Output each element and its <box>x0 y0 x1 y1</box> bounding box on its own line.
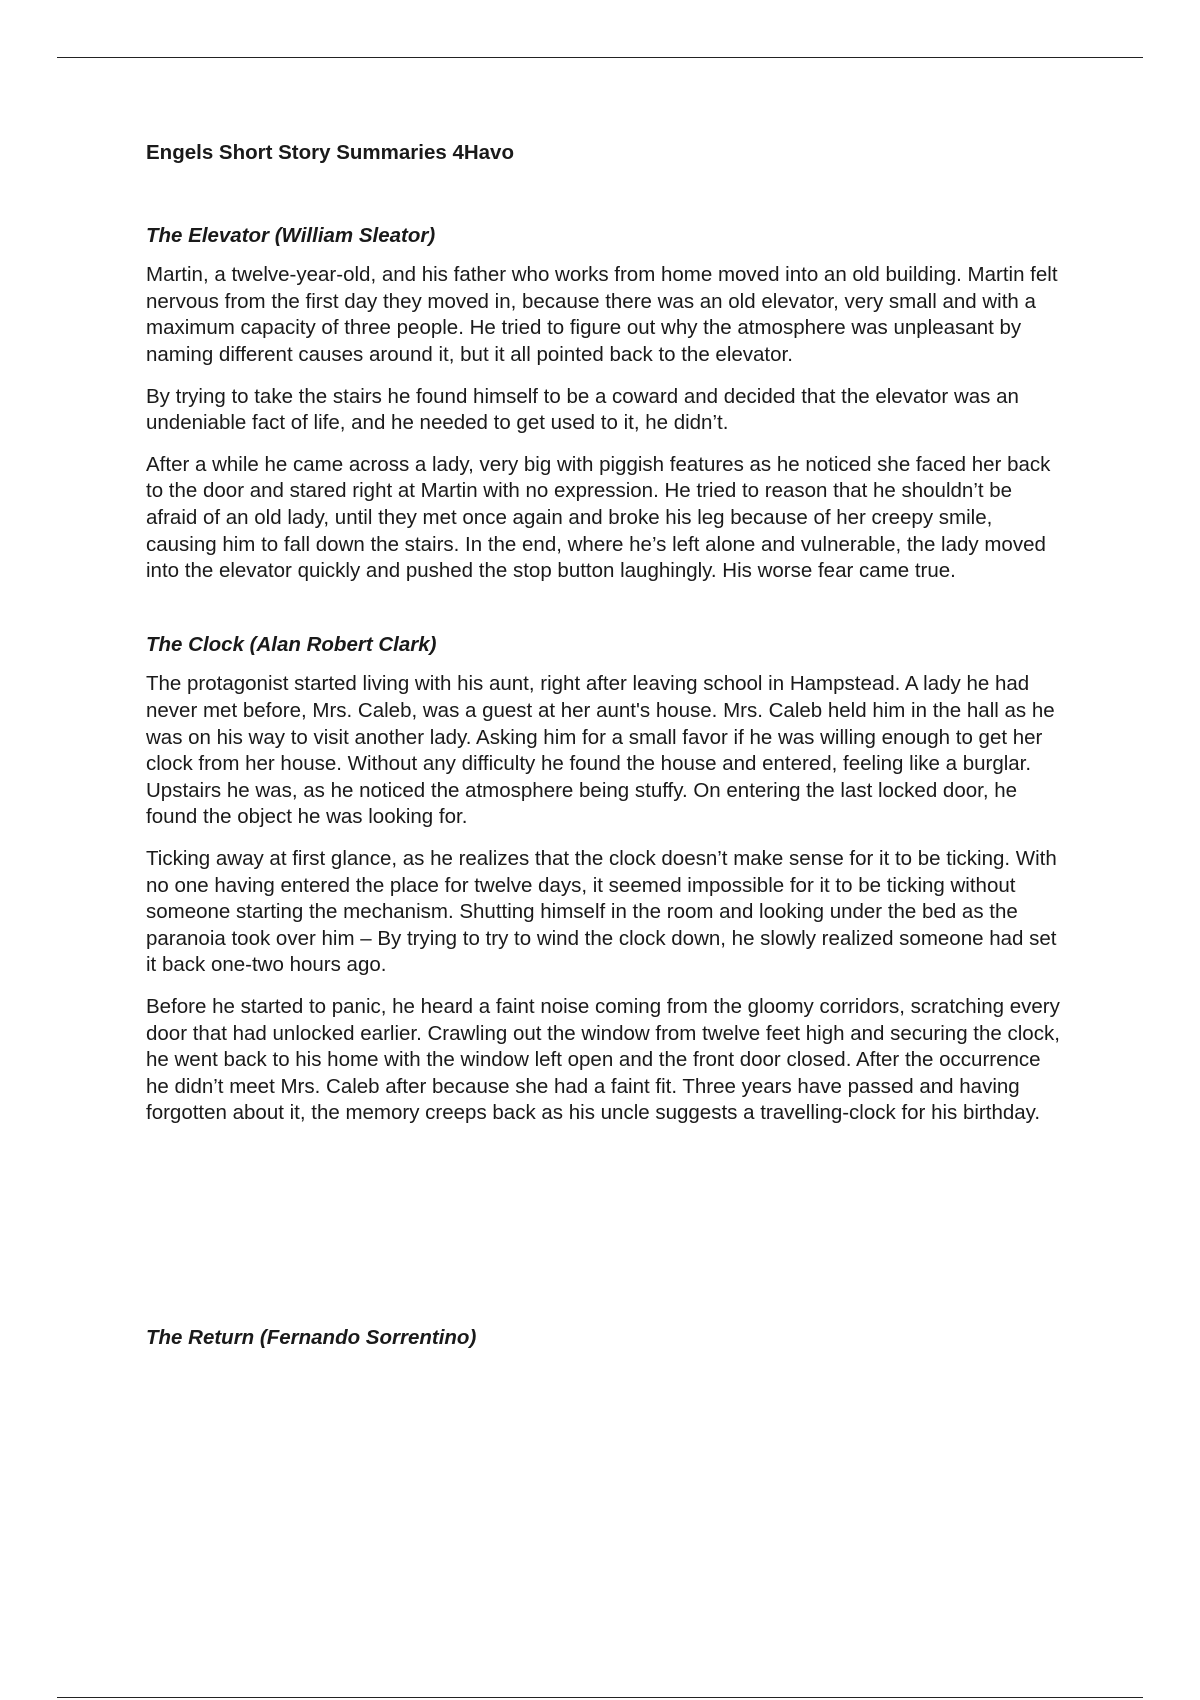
document-body <box>146 140 1066 1365</box>
paragraph: By trying to take the stairs he found himself to be a coward and decided that the elevator was an undeniable fact of life, and he needed to get used to it, he didn’t. <box>146 384 1019 435</box>
top-rule <box>57 57 1143 58</box>
paragraph: Before he started to panic, he heard a faint noise coming from the gloomy corridors, scratching every door that had unlocked earlier. Crawling out the window from twelve feet high and securing the clock, he went back to his home with the window left open and the front door closed. After the occurrence he didn’t meet Mrs. Caleb after because she had a faint fit. Three years have passed and having forgotten about it, the memory creeps back as his uncle suggests a travelling-clock for his birthday. <box>146 994 1060 1125</box>
section-the-return <box>146 1325 1066 1352</box>
section-the-clock <box>146 632 1066 1127</box>
paragraph: Ticking away at first glance, as he realizes that the clock doesn’t make sense for it to be ticking. With no one having entered the place for twelve days, it seemed impossible for it to be ticking without someone starting the mechanism. Shutting himself in the room and looking under the bed as the paranoia took over him – By trying to try to wind the clock down, he slowly realized someone had set it back one-two hours ago. <box>146 847 1057 977</box>
paragraph: The protagonist started living with his aunt, right after leaving school in Hampstead. A lady he had never met before, Mrs. Caleb, was a guest at her aunt's house. Mrs. Caleb held him in the hall as he was on his way to visit another lady. Asking him for a small favor if he was willing enough to get her clock from her house. Without any difficulty he found the house and entered, feeling like a burglar. Upstairs he was, as he noticed the atmosphere being stuffy. On entering the last locked door, he found the object he was looking for. <box>146 672 1055 829</box>
section-heading: The Elevator (William Sleator) <box>146 223 436 247</box>
paragraph: Martin, a twelve-year-old, and his father who works from home moved into an old building. Martin felt nervous from the first day they moved in, because there was an old elevator, very small and with a maximum capacity of three people. He tried to figure out why the atmosphere was unpleasant by naming different causes around it, but it all pointed back to the elevator. <box>146 263 1058 367</box>
document-title: Engels Short Story Summaries 4Havo <box>146 141 514 164</box>
section-heading: The Return (Fernando Sorrentino) <box>146 1325 477 1349</box>
section-heading: The Clock (Alan Robert Clark) <box>146 632 437 656</box>
bottom-rule <box>57 1697 1143 1698</box>
section-the-elevator <box>146 223 1066 585</box>
paragraph: After a while he came across a lady, very big with piggish features as he noticed she faced her back to the door and stared right at Martin with no expression. He tried to reason that he shouldn’t be afraid of an old lady, until they met once again and broke his leg because of her creepy smile, causing him to fall down the stairs. In the end, where he’s left alone and vulnerable, the lady moved into the elevator quickly and pushed the stop button laughingly. His worse fear came true. <box>146 452 1051 583</box>
